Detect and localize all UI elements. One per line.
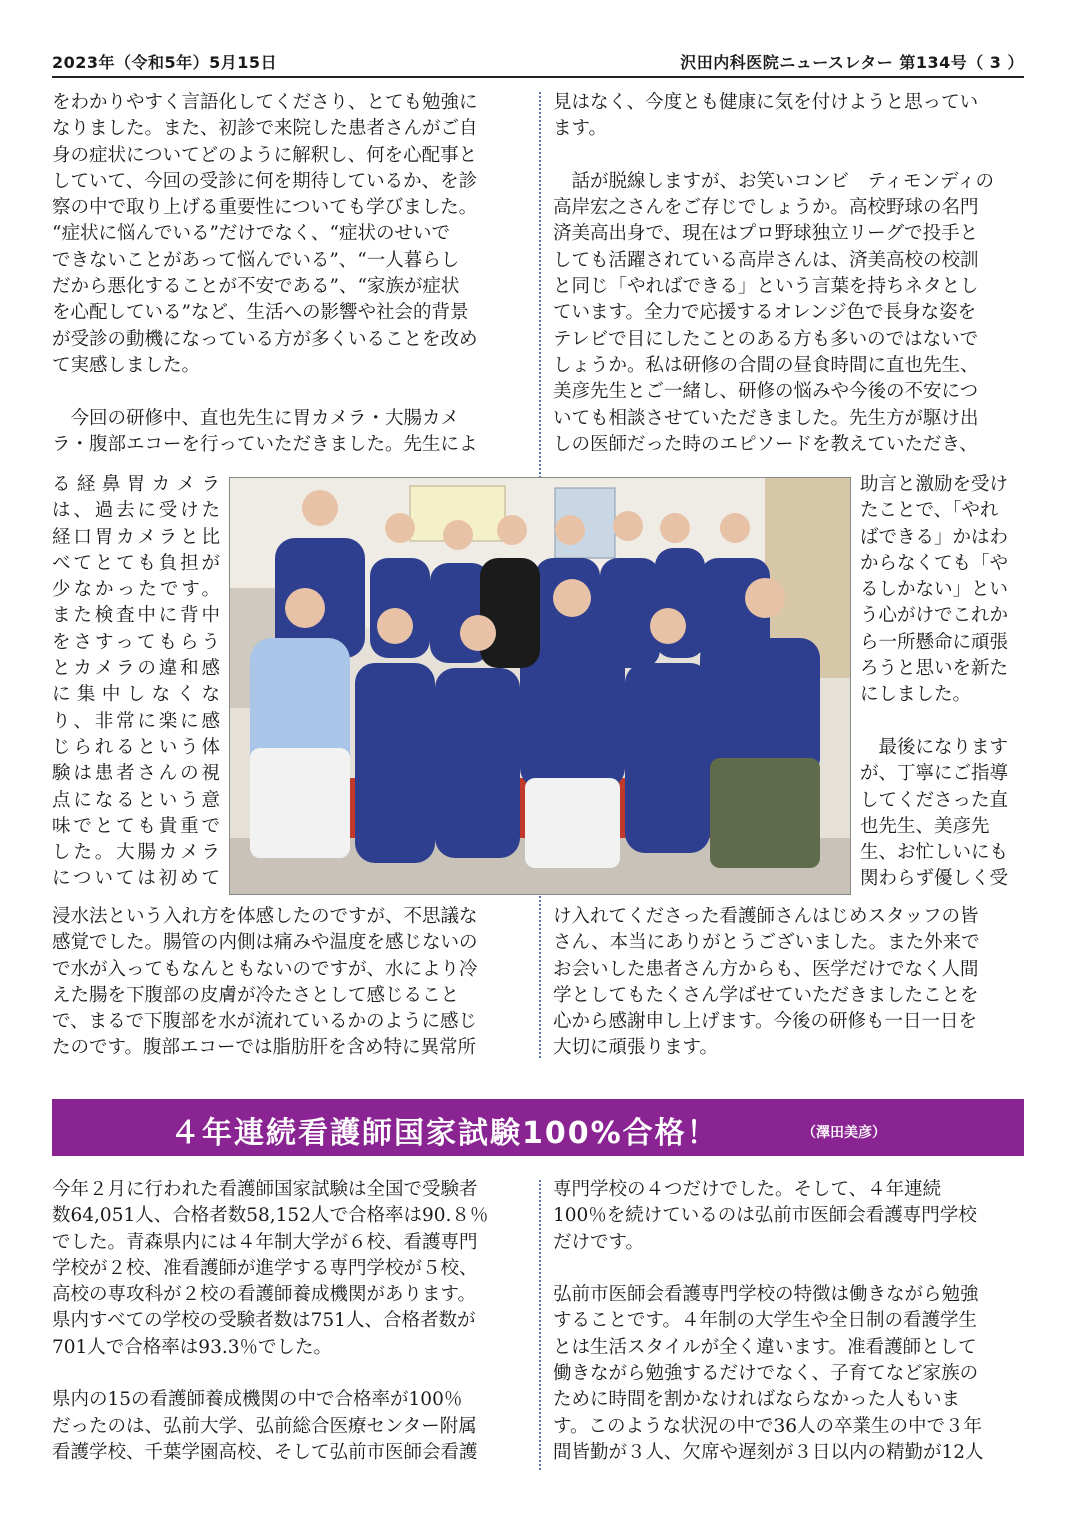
page-header [52,48,1024,78]
article1-left-bottom: 浸水法という入れ方を体感したのですが、不思議な 感覚でした。腸管の内側は痛みや温度を感じないの で水が入ってもなんともないのですが、水により冷 えた腸を下腹部の皮膚が冷たさとして感じること で、まるで下腹部を水が流れているかのように感じ たのです。腹部エコーでは脂肪肝を含め特に異常所 [52,906,478,1059]
column-divider-2 [539,1180,541,1470]
article2-title-banner [52,1099,1024,1156]
article2-right-column: 専門学校の４つだけでした。そして、４年連続 100％を続けているのは弘前市医師会看護専門学校 だけです。 弘前市医師会看護専門学校の特徴は働きながら勉強 することです。４年制の大学生や全日制の看護学生 とは生活スタイルが全く違います。准看護師として 働きながら勉強するだけでなく、子育てなど家族の ために時間を割かなければならなかった人もいま す。このような状況の中で36人の卒業生の中で３年 間皆勤が３人、欠席や遅刻が３日以内の精勤が12人 [553,1179,984,1463]
article1-left-wrap: る経鼻胃カメラ は、過去に受けた 経口胃カメラと比 べてとても負担が 少なかったです。 また検査中に背中 をさすってもらう とカメラの違和感 に集中しなくな り、非常に楽に感 じられるという体 験は患者さんの視 点になるという意 味でとても貴重で した。大腸カメラ については初めて [52,474,220,890]
newsletter-issue: 沢田内科医院ニュースレター 第134号（ 3 ） [680,53,1024,72]
article1-right-wrap: 助言と激励を受け たことで、「やれ ばできる」かはわ からなくても「や るしかない」とい う心がけでこれか ら一所懸命に頑張 ろうと思いを新た にしました。 最後になります が、丁寧にご指導 してくださった直 也先生、美彦先 生、お忙しいにも 関わらず優しく受 [860,474,1009,890]
article2-left-column: 今年２月に行われた看護師国家試験は全国で受験者 数64,051人、合格者数58,152人で合格率は90.８％ でした。青森県内には４年制大学が６校、看護専門 学校が２校、准看護師が進学する専門学校が５校、 高校の専攻科が２校の看護師養成機関があります。 県内すべての学校の受験者数は751人、合格者数が 701人で合格率は93.3％でした。 県内の15の看護師養成機関の中で合格率が100％ だったのは、弘前大学、弘前総合医療センター附属 看護学校、千葉学園高校、そして弘前市医師会看護 [52,1179,489,1463]
article2-author: （澤田美彦） [802,1125,886,1141]
staff-group-photo [229,477,851,895]
article1-right-top: 見はなく、今度とも健康に気を付けようと思ってい ます。 話が脱線しますが、お笑いコンビ ティモンディの 高岸宏之さんをご存じでしょうか。高校野球の名門 済美高出身で、現在はプロ野球独立リーグで投手と しても活躍されている高岸さんは、済美高校の校訓 と同じ「やればできる」という言葉を持ちネタとし ています。全力で応援するオレンジ色で長身な姿を テレビで目にしたことのある方も多いのではないで しょうか。私は研修の合間の昼食時間に直也先生、 美彦先生とご一緒し、研修の悩みや今後の不安につ いても相談させていただきました。先生方が駆け出 しの医師だった時のエピソードを教えていただき、 [553,92,995,455]
issue-date: 2023年（令和5年）5月15日 [52,53,278,72]
article2-title: ４年連続看護師国家試験100%合格！ [170,1116,719,1151]
article1-right-bottom: け入れてくださった看護師さんはじめスタッフの皆 さん、本当にありがとうございました。また外来で お会いした患者さん方からも、医学だけでなく人間 学としてもたくさん学ばせていただきましたことを 心から感謝申し上げます。今後の研修も一日一日を 大切に頑張ります。 [553,906,980,1059]
article1-left-top: をわかりやすく言語化してくださり、とても勉強に なりました。また、初診で来院した患者さんがご自 身の症状についてどのように解釈し、何を心配事と していて、今回の受診に何を期待しているか、を診 察の中で取り上げる重要性についても学びました。 “症状に悩んでいる”だけでなく、“症状のせいで できないことがあって悩んでいる”、“一人暮らし だから悪化することが不安である”、“家族が症状 を心配している”など、生活への影響や社会的背景 が受診の動機になっている方が多くいることを改め て実感しました。 今回の研修中、直也先生に胃カメラ・大腸カメ ラ・腹部エコーを行っていただきました。先生によ [52,92,478,455]
